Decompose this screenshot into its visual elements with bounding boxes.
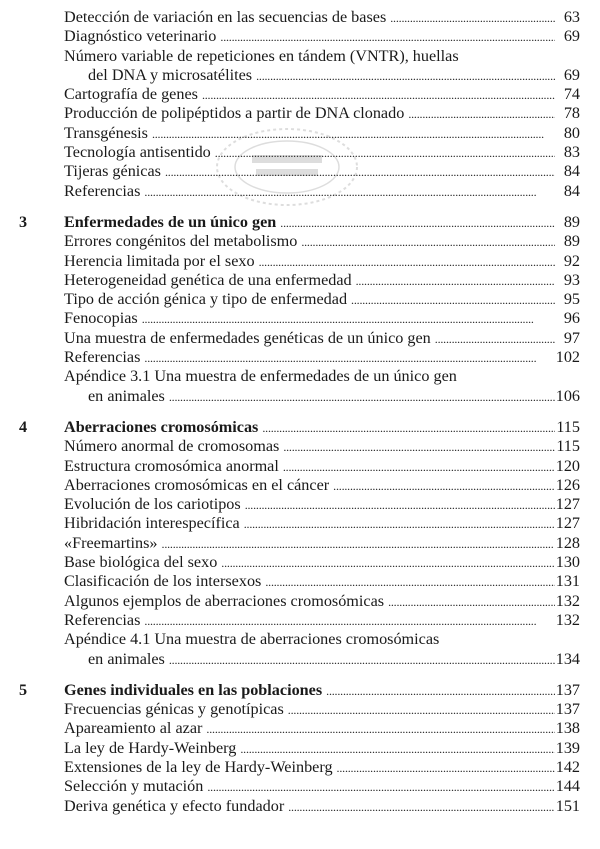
toc-entry[interactable]: [0, 309, 600, 328]
page-number: 69: [563, 27, 580, 46]
entry-line: [64, 124, 558, 143]
table-of-contents: [0, 8, 600, 816]
page-number: 89: [563, 232, 580, 251]
page-number: 97: [563, 328, 580, 347]
dot-leader: [326, 681, 555, 700]
toc-entry[interactable]: [0, 348, 600, 367]
entry-text: Referencias: [64, 348, 141, 367]
dot-leader: [356, 271, 555, 290]
toc-entry[interactable]: [0, 232, 600, 251]
entry-title: [64, 476, 558, 495]
entry-line: [64, 418, 558, 437]
toc-entry[interactable]: [0, 495, 600, 514]
entry-text: Base biológica del sexo: [64, 553, 218, 572]
page-number: 138: [555, 719, 580, 738]
entry-title: [64, 739, 558, 758]
page-number: 127: [555, 495, 580, 514]
page-number: 144: [555, 777, 580, 796]
entry-text-continued: en animales: [88, 649, 165, 668]
chapter-title: [64, 681, 558, 700]
dot-leader: [165, 162, 555, 181]
entry-line: [64, 719, 558, 738]
entry-title: [64, 252, 558, 271]
toc-entry[interactable]: [0, 592, 600, 611]
chapter-number: 4: [19, 417, 28, 436]
page-number: 69: [563, 65, 580, 84]
entry-text: Enfermedades de un único gen: [64, 212, 277, 231]
toc-entry[interactable]: [0, 457, 600, 476]
entry-title: [64, 700, 558, 719]
dot-leader: [333, 476, 555, 495]
entry-title: [64, 758, 558, 777]
dot-leader: [144, 611, 555, 630]
dot-leader: [256, 66, 555, 85]
toc-entry[interactable]: [0, 252, 600, 271]
entry-text: Heterogeneidad genética de una enfermedad: [64, 270, 352, 289]
entry-line: [64, 182, 558, 201]
toc-entry[interactable]: [0, 553, 600, 572]
page-number: 74: [563, 85, 580, 104]
entry-title: [64, 437, 558, 456]
entry-line: [64, 309, 558, 328]
entry-title: [64, 309, 558, 328]
entry-text: Hibridación interespecífica: [64, 514, 240, 533]
dot-leader: [337, 758, 555, 777]
toc-entry[interactable]: [0, 758, 600, 777]
entry-title: [64, 232, 558, 251]
entry-title: [64, 348, 558, 367]
page-number: 106: [555, 386, 580, 405]
toc-entry[interactable]: [0, 290, 600, 309]
dot-leader: [262, 418, 555, 437]
page-number: 84: [563, 181, 580, 200]
entry-title: [64, 553, 558, 572]
entry-title: [64, 329, 558, 348]
toc-entry[interactable]: [0, 85, 600, 104]
entry-text: Aberraciones cromosómicas: [64, 417, 259, 436]
dot-leader: [288, 797, 555, 816]
section-block: [0, 8, 600, 201]
entry-text: Algunos ejemplos de aberraciones cromosómicas: [64, 591, 385, 610]
entry-text: La ley de Hardy-Weinberg: [64, 738, 237, 757]
dot-leader: [280, 213, 555, 232]
dot-leader: [144, 182, 555, 201]
page-number: 84: [563, 162, 580, 181]
toc-entry[interactable]: [0, 8, 600, 27]
entry-line: [64, 534, 558, 553]
toc-entry[interactable]: [0, 367, 600, 406]
entry-line: [64, 681, 558, 700]
entry-line: [64, 162, 558, 181]
entry-title: [64, 495, 558, 514]
toc-entry[interactable]: [0, 143, 600, 162]
chapter-heading[interactable]: [0, 681, 600, 700]
dot-leader: [152, 124, 555, 143]
toc-entry[interactable]: [0, 700, 600, 719]
entry-line: [64, 27, 558, 46]
entry-title: [64, 514, 558, 533]
dot-leader: [142, 309, 555, 328]
entry-text: Errores congénitos del metabolismo: [64, 232, 298, 251]
toc-entry[interactable]: [0, 797, 600, 816]
page-number: 142: [555, 757, 580, 776]
page-number: 132: [555, 610, 580, 629]
entry-line: [64, 758, 558, 777]
entry-text: Diagnóstico veterinario: [64, 27, 217, 46]
page-number: 137: [555, 680, 580, 699]
dot-leader: [202, 85, 555, 104]
dot-leader: [215, 143, 555, 162]
entry-text: Detección de variación en las secuencias de bases: [64, 8, 387, 26]
entry-title: [64, 572, 558, 591]
entry-text: Cartografía de genes: [64, 85, 198, 104]
entry-line: [64, 739, 558, 758]
entry-line: [64, 104, 558, 123]
chapter-block: [0, 681, 600, 816]
entry-text: Tijeras génicas: [64, 162, 161, 181]
page-number: 80: [563, 123, 580, 142]
entry-text-continued: en animales: [88, 386, 165, 405]
page-number: 130: [555, 553, 580, 572]
toc-entry[interactable]: [0, 739, 600, 758]
dot-leader: [221, 553, 555, 572]
entry-line: [64, 232, 558, 251]
dot-leader: [435, 329, 555, 348]
chapter-heading[interactable]: [0, 418, 600, 437]
page-number: 115: [556, 417, 580, 436]
entry-text: Fenocopias: [64, 309, 138, 328]
entry-text: Tecnología antisentido: [64, 143, 211, 162]
entry-line: [64, 348, 558, 367]
entry-title: [64, 290, 558, 309]
toc-entry[interactable]: [0, 476, 600, 495]
entry-text: Estructura cromosómica anormal: [64, 456, 279, 475]
toc-entry[interactable]: [0, 271, 600, 290]
dot-leader: [220, 27, 555, 46]
entry-line: [64, 777, 558, 796]
chapter-number: 5: [19, 680, 28, 699]
entry-text: Número anormal de cromosomas: [64, 437, 280, 456]
entry-title: [64, 271, 558, 290]
entry-title: [64, 143, 558, 162]
entry-line: [64, 650, 558, 669]
entry-line: [64, 85, 558, 104]
entry-line: [64, 514, 558, 533]
entry-line: [64, 476, 558, 495]
page-number: 126: [555, 475, 580, 494]
entry-text: Transgénesis: [64, 123, 148, 142]
entry-text: Aberraciones cromosómicas en el cáncer: [64, 475, 330, 494]
entry-line: [64, 8, 558, 27]
entry-title: [64, 457, 558, 476]
chapter-heading[interactable]: [0, 213, 600, 232]
entry-title: [64, 777, 558, 796]
toc-entry[interactable]: [0, 104, 600, 123]
page-number: 139: [555, 738, 580, 757]
entry-text: Producción de polipéptidos a partir de DNA clonado: [64, 104, 405, 123]
entry-title: [64, 797, 558, 816]
entry-title: [64, 367, 558, 406]
dot-leader: [301, 232, 555, 251]
entry-text-continued: del DNA y microsatélites: [88, 65, 253, 84]
toc-entry[interactable]: [0, 534, 600, 553]
toc-entry[interactable]: [0, 611, 600, 630]
dot-leader: [245, 495, 555, 514]
entry-line: [64, 457, 558, 476]
entry-text: Referencias: [64, 181, 141, 200]
entry-text: Referencias: [64, 610, 141, 629]
page-number: 127: [555, 514, 580, 533]
entry-title: [64, 104, 558, 123]
entry-line: [64, 611, 558, 630]
toc-entry[interactable]: [0, 572, 600, 591]
chapter-title: [64, 213, 558, 232]
entry-title: [64, 182, 558, 201]
entry-text: Deriva genética y efecto fundador: [64, 796, 285, 815]
entry-title: [64, 592, 558, 611]
page-number: 96: [563, 309, 580, 328]
dot-leader: [351, 290, 555, 309]
entry-line: [64, 387, 558, 406]
page-number: 131: [555, 572, 580, 591]
entry-text: Número variable de repeticiones en tándem (VNTR), huellas: [64, 46, 459, 65]
entry-line: [64, 252, 558, 271]
entry-line: [64, 66, 558, 85]
chapter-block: [0, 418, 600, 669]
page-number: 134: [555, 649, 580, 668]
toc-entry[interactable]: [0, 162, 600, 181]
entry-line: [64, 572, 558, 591]
page-number: 95: [563, 290, 580, 309]
entry-text: Una muestra de enfermedades genéticas de un único gen: [64, 328, 431, 347]
toc-entry[interactable]: [0, 437, 600, 456]
entry-line: [64, 700, 558, 719]
entry-text: Apéndice 4.1 Una muestra de aberraciones cromosómicas: [64, 630, 440, 649]
page-number: 115: [556, 437, 580, 456]
entry-title: [64, 719, 558, 738]
page-number: 78: [563, 104, 580, 123]
entry-text: Evolución de los cariotipos: [64, 495, 241, 514]
page-number: 132: [555, 591, 580, 610]
dot-leader: [169, 650, 555, 669]
entry-line: [64, 290, 558, 309]
page-number: 63: [563, 8, 580, 26]
entry-title: [64, 47, 558, 86]
page-number: 89: [563, 212, 580, 231]
entry-title: [64, 124, 558, 143]
dot-leader: [169, 387, 555, 406]
entry-line: [64, 797, 558, 816]
toc-entry[interactable]: [0, 514, 600, 533]
dot-leader: [144, 348, 555, 367]
entry-title: [64, 27, 558, 46]
dot-leader: [244, 514, 555, 533]
dot-leader: [206, 719, 555, 738]
entry-text: «Freemartins»: [64, 533, 158, 552]
entry-title: [64, 630, 558, 669]
page-number: 120: [555, 456, 580, 475]
chapter-number: 3: [19, 212, 28, 231]
chapter-block: [0, 213, 600, 406]
entry-text: Genes individuales en las poblaciones: [64, 680, 323, 699]
dot-leader: [388, 592, 555, 611]
page-number: 128: [555, 533, 580, 552]
dot-leader: [390, 8, 555, 27]
dot-leader: [283, 457, 555, 476]
toc-entry[interactable]: [0, 719, 600, 738]
page-number: 102: [555, 348, 580, 367]
entry-text: Herencia limitada por el sexo: [64, 251, 255, 270]
entry-text: Clasificación de los intersexos: [64, 572, 262, 591]
entry-line: [64, 143, 558, 162]
toc-entry[interactable]: [0, 27, 600, 46]
entry-text: Apareamiento al azar: [64, 719, 203, 738]
entry-line: [64, 213, 558, 232]
entry-line: [64, 437, 558, 456]
dot-leader: [265, 572, 555, 591]
toc-entry[interactable]: [0, 182, 600, 201]
page-number: 93: [563, 270, 580, 289]
toc-entry[interactable]: [0, 630, 600, 669]
dot-leader: [207, 777, 555, 796]
dot-leader: [283, 437, 555, 456]
dot-leader: [288, 700, 555, 719]
entry-title: [64, 611, 558, 630]
toc-entry[interactable]: [0, 47, 600, 86]
entry-line: [64, 495, 558, 514]
toc-entry[interactable]: [0, 329, 600, 348]
dot-leader: [259, 252, 555, 271]
entry-title: [64, 162, 558, 181]
page-number: 92: [563, 251, 580, 270]
page-number: 83: [563, 143, 580, 162]
toc-entry[interactable]: [0, 777, 600, 796]
entry-line: [64, 329, 558, 348]
entry-line: [64, 592, 558, 611]
page-number: 151: [555, 796, 580, 815]
entry-text: Frecuencias génicas y genotípicas: [64, 700, 284, 719]
entry-text: Apéndice 3.1 Una muestra de enfermedades de un único gen: [64, 367, 457, 386]
page-number: 137: [555, 700, 580, 719]
entry-text: Tipo de acción génica y tipo de enfermedad: [64, 290, 348, 309]
dot-leader: [408, 104, 555, 123]
chapter-title: [64, 418, 558, 437]
dot-leader: [240, 739, 555, 758]
entry-text: Extensiones de la ley de Hardy-Weinberg: [64, 757, 333, 776]
entry-line: [64, 271, 558, 290]
entry-title: [64, 8, 558, 27]
entry-title: [64, 534, 558, 553]
toc-entry[interactable]: [0, 124, 600, 143]
entry-text: Selección y mutación: [64, 777, 204, 796]
entry-title: [64, 85, 558, 104]
dot-leader: [162, 534, 555, 553]
entry-line: [64, 553, 558, 572]
